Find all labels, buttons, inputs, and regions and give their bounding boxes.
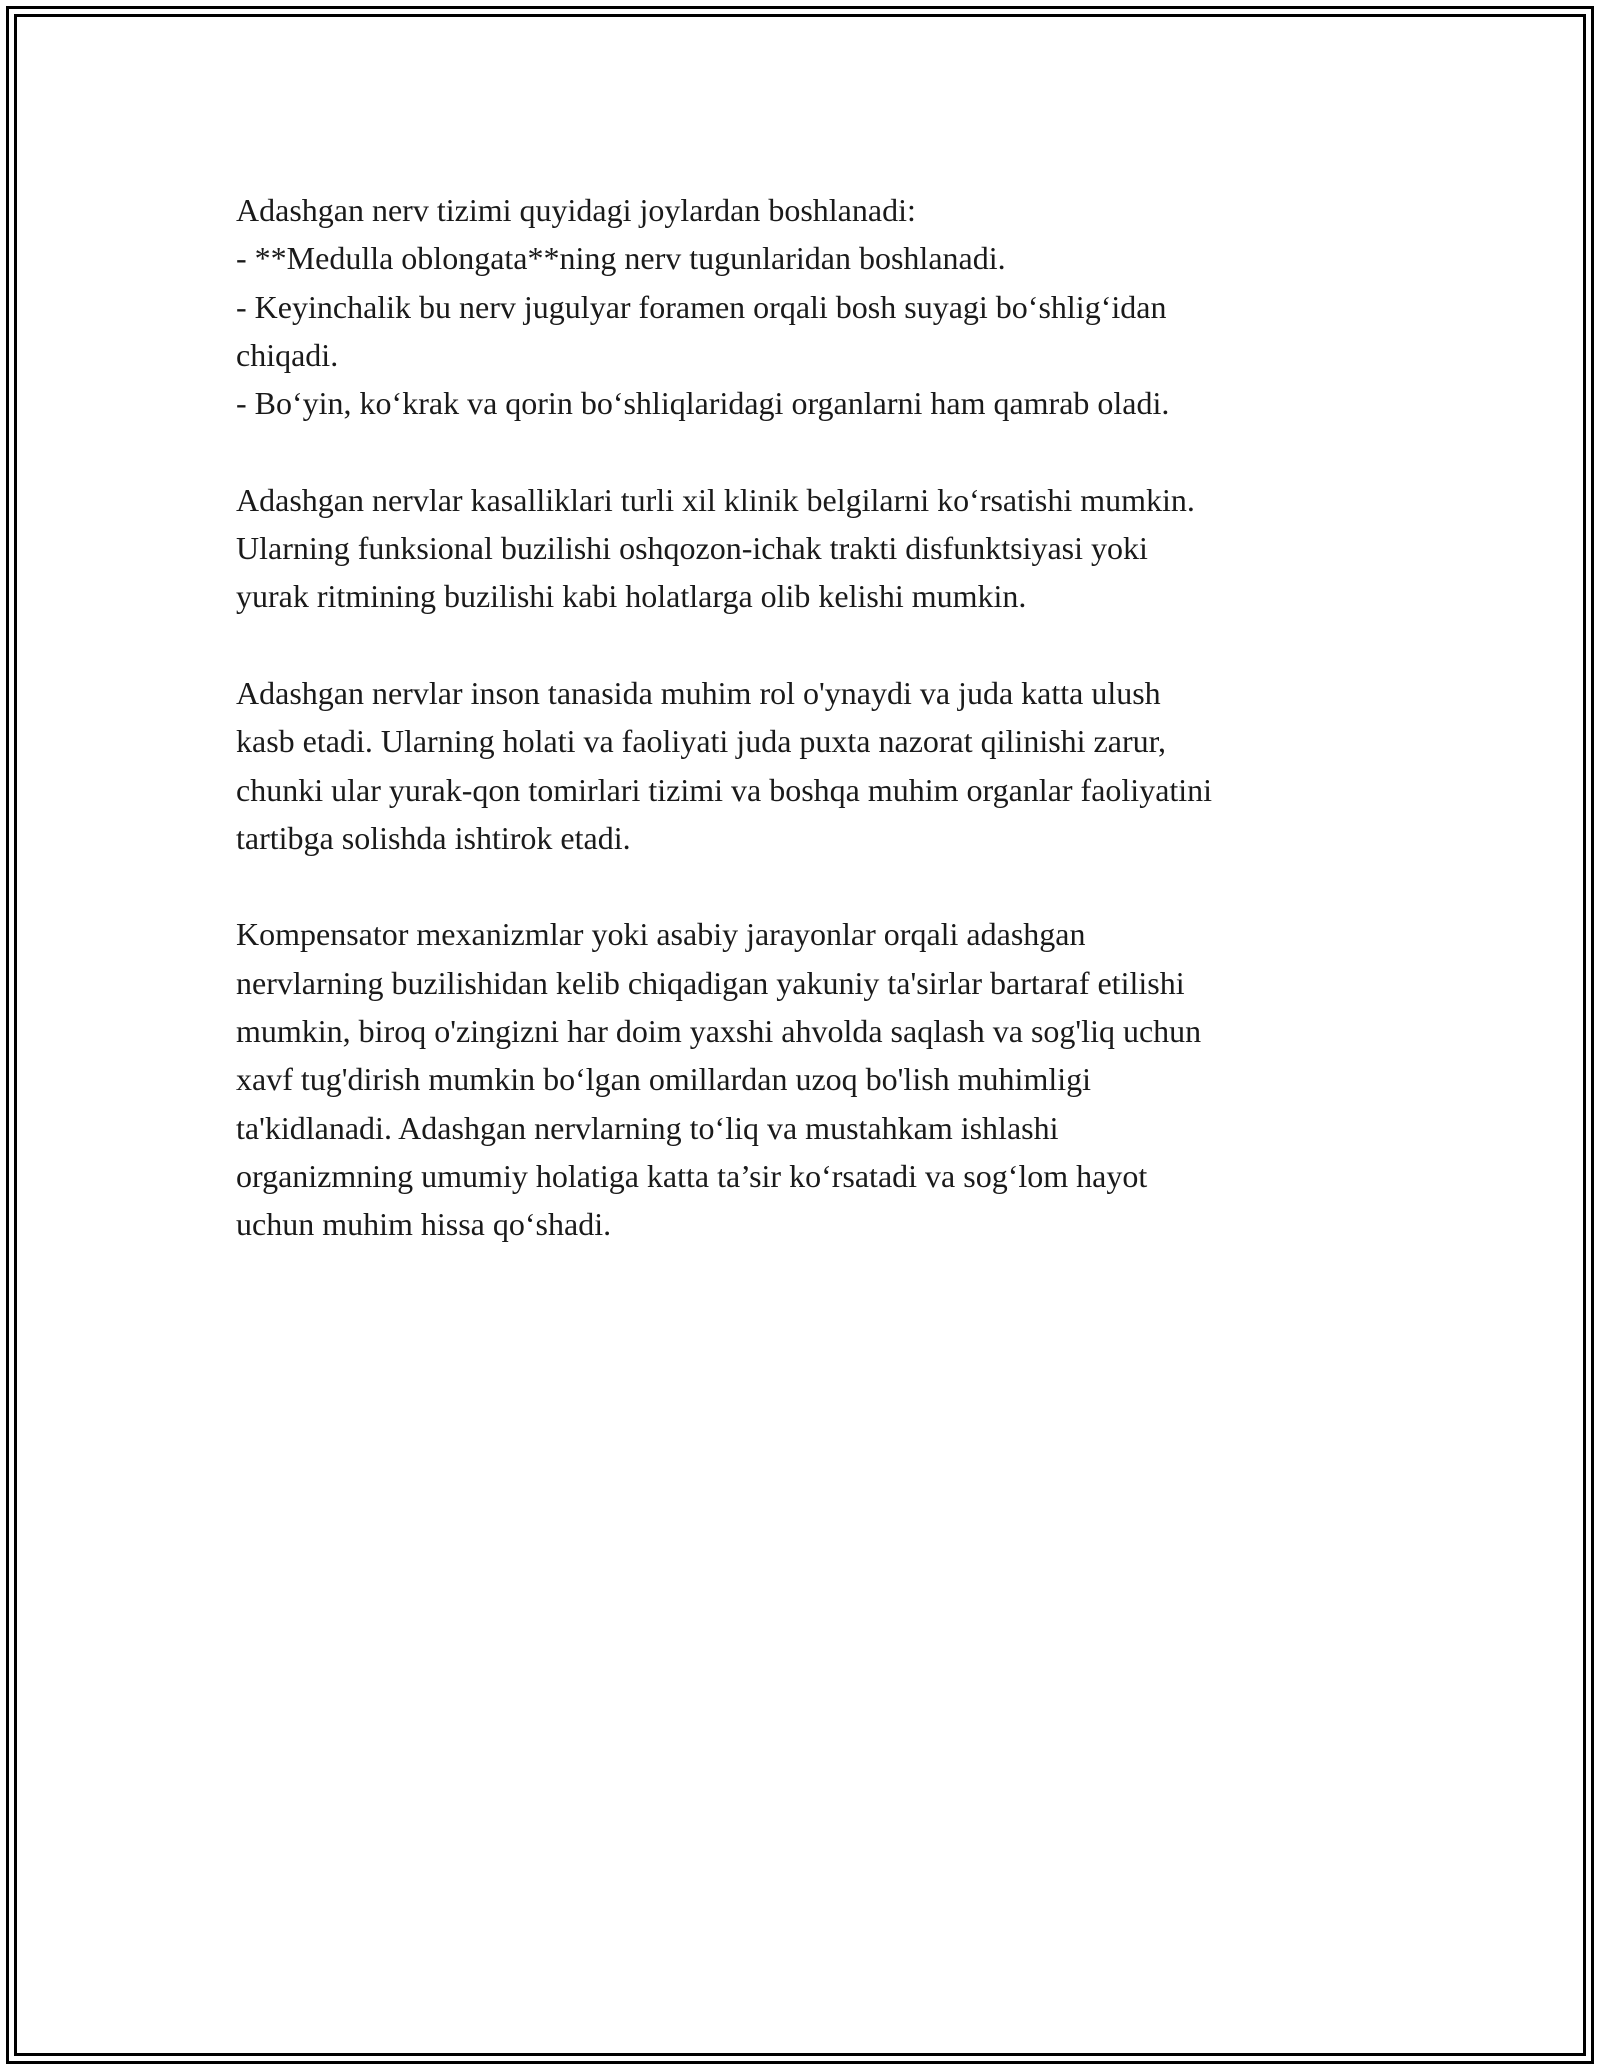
paragraph-nerve-diseases [236,476,1386,621]
text-line: Ularning funksional buzilishi oshqozon-ichak trakti disfunktsiyasi yoki [236,530,1148,567]
text-line: Adashgan nervlar inson tanasida muhim rol o'ynaydi va juda katta ulush [236,674,1161,711]
text-line: - **Medulla oblongata**ning nerv tugunlaridan boshlanadi. [236,240,1006,277]
text-line: Kompensator mexanizmlar yoki asabiy jarayonlar orqali adashgan [236,916,1086,953]
text-line: organizmning umumiy holatiga katta ta’sir ko‘rsatadi va sog‘lom hayot [236,1157,1148,1194]
text-line: chunki ular yurak-qon tomirlari tizimi va boshqa muhim organlar faoliyatini [236,771,1213,808]
document-body [236,186,1386,1249]
text-line: xavf tug'dirish mumkin bo‘lgan omillardan uzoq bo'lish muhimligi [236,1061,1091,1098]
text-line: uchun muhim hissa qo‘shadi. [236,1206,612,1243]
text-line: Adashgan nerv tizimi quyidagi joylardan boshlanadi: [236,192,916,228]
text-line: tartibga solishda ishtirok etadi. [236,819,631,856]
text-line: chiqadi. [236,336,339,373]
text-line: yurak ritmining buzilishi kabi holatlarga olib kelishi mumkin. [236,578,1027,615]
text-line: kasb etadi. Ularning holati va faoliyati juda puxta nazorat qilinishi zarur, [236,723,1166,760]
paragraph-compensation [236,910,1386,1248]
text-line: Adashgan nervlar kasalliklari turli xil klinik belgilarni ko‘rsatishi mumkin. [236,481,1195,518]
text-line: nervlarning buzilishidan kelib chiqadigan yakuniy ta'sirlar bartaraf etilishi [236,964,1185,1001]
paragraph-nerve-origin [236,186,1386,427]
text-line: - Bo‘yin, ko‘krak va qorin bo‘shliqlaridagi organlarni ham qamrab oladi. [236,385,1170,422]
paragraph-nerve-role [236,669,1386,862]
text-line: ta'kidlanadi. Adashgan nervlarning to‘liq va mustahkam ishlashi [236,1109,1059,1146]
text-line: mumkin, biroq o'zingizni har doim yaxshi ahvolda saqlash va sog'liq uchun [236,1013,1202,1050]
text-line: - Keyinchalik bu nerv jugulyar foramen orqali bosh suyagi bo‘shlig‘idan [236,288,1167,325]
